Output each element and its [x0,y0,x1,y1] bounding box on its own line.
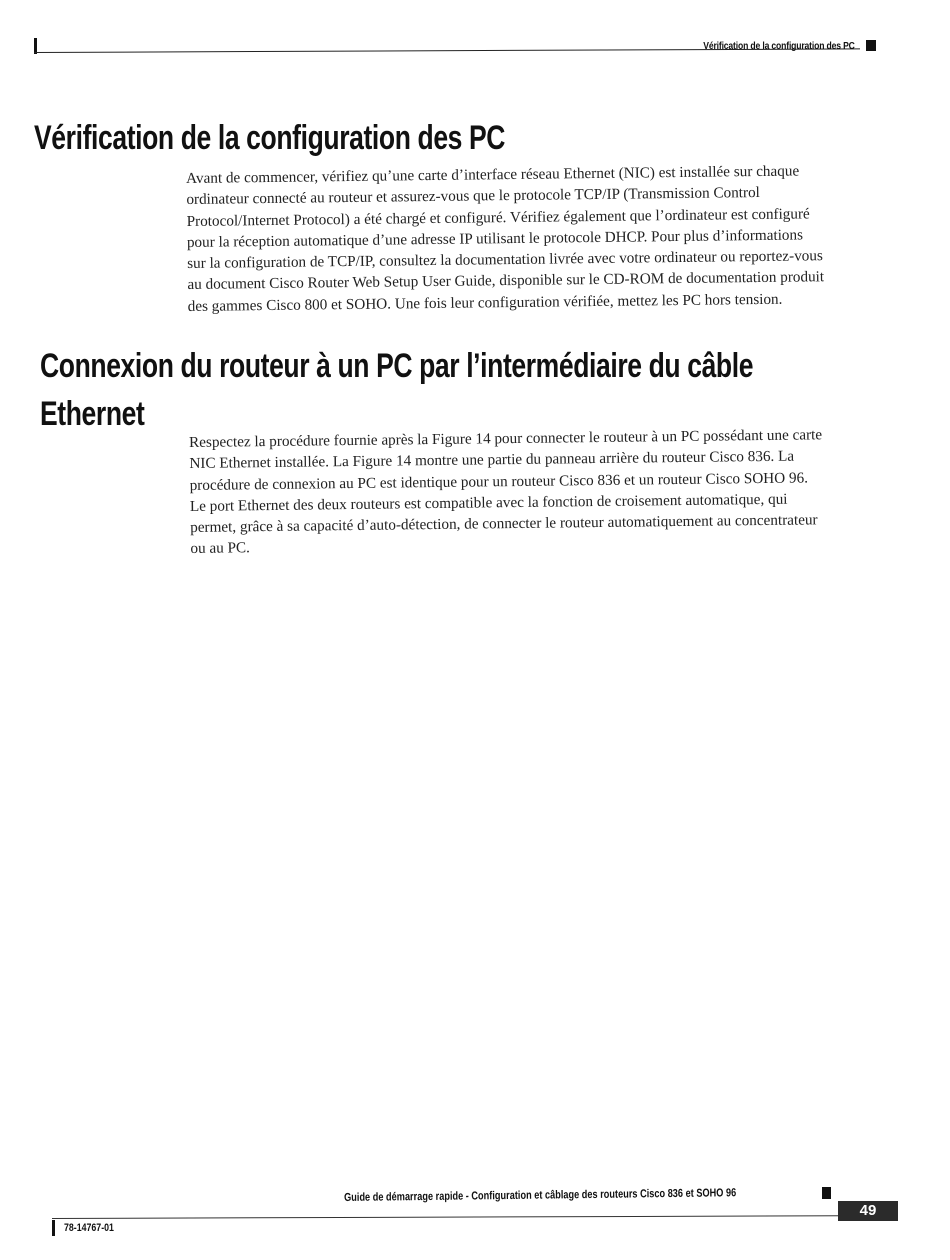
paragraph-line: pour la réception automatique d’une adresse IP utilisant le protocole DHCP. Pour plus d’informations [186,226,804,251]
paragraph-line: procédure de connexion au PC est identique pour un routeur Cisco 836 et un routeur Cisco SOHO 96. [189,469,809,494]
paragraph-line: au document Cisco Router Web Setup User Guide, disponible sur le CD-ROM de documentation produit [187,268,825,294]
section-paragraph-ethernet-connection [189,423,891,559]
section-heading-pc-configuration: Vérification de la configuration des PC [34,119,506,157]
heading-line: Connexion du routeur à un PC par l’intermédiaire du câble [40,347,754,385]
footer-left-bar [52,1220,55,1236]
paragraph-line: NIC Ethernet installée. La Figure 14 montre une partie du panneau arrière du routeur Cisco 836. La [189,447,795,473]
paragraph-line: Protocol/Internet Protocol) a été chargé et configuré. Vérifiez également que l’ordinateur est configuré [186,204,810,230]
paragraph-line: Avant de commencer, vérifiez qu’une carte d’interface réseau Ethernet (NIC) est installée sur chaque [186,162,800,187]
footer-rule [52,1215,842,1219]
section-heading-ethernet-connection [40,342,753,438]
footer-square-marker [822,1187,831,1199]
paragraph-line: sur la configuration de TCP/IP, consultez la documentation livrée avec votre ordinateur ou reportez-vous [187,247,823,273]
running-header-title: Vérification de la configuration des PC [703,40,855,52]
page-number: 49 [838,1201,898,1221]
paragraph-line: Respectez la procédure fournie après la Figure 14 pour connecter le routeur à un PC possédant une carte [189,426,823,451]
paragraph-line: des gammes Cisco 800 et SOHO. Une fois leur configuration vérifiée, mettez les PC hors tension. [187,290,783,315]
header-square-marker [866,40,876,51]
paragraph-line: ordinateur connecté au routeur et assurez-vous que le protocole TCP/IP (Transmission Control [186,184,760,209]
footer-guide-title: Guide de démarrage rapide - Configuration et câblage des routeurs Cisco 836 et SOHO 96 [344,1187,737,1204]
paragraph-line: ou au PC. [190,539,251,558]
section-paragraph-pc-configuration [186,160,878,317]
heading-line: Ethernet [40,395,145,433]
paragraph-line: Le port Ethernet des deux routeurs est compatible avec la fonction de croisement automatique, qui [189,490,788,515]
document-number: 78-14767-01 [64,1222,114,1234]
paragraph-line: permet, grâce à sa capacité d’auto-détection, de connecter le routeur automatiquement au concentrateur [190,511,818,537]
